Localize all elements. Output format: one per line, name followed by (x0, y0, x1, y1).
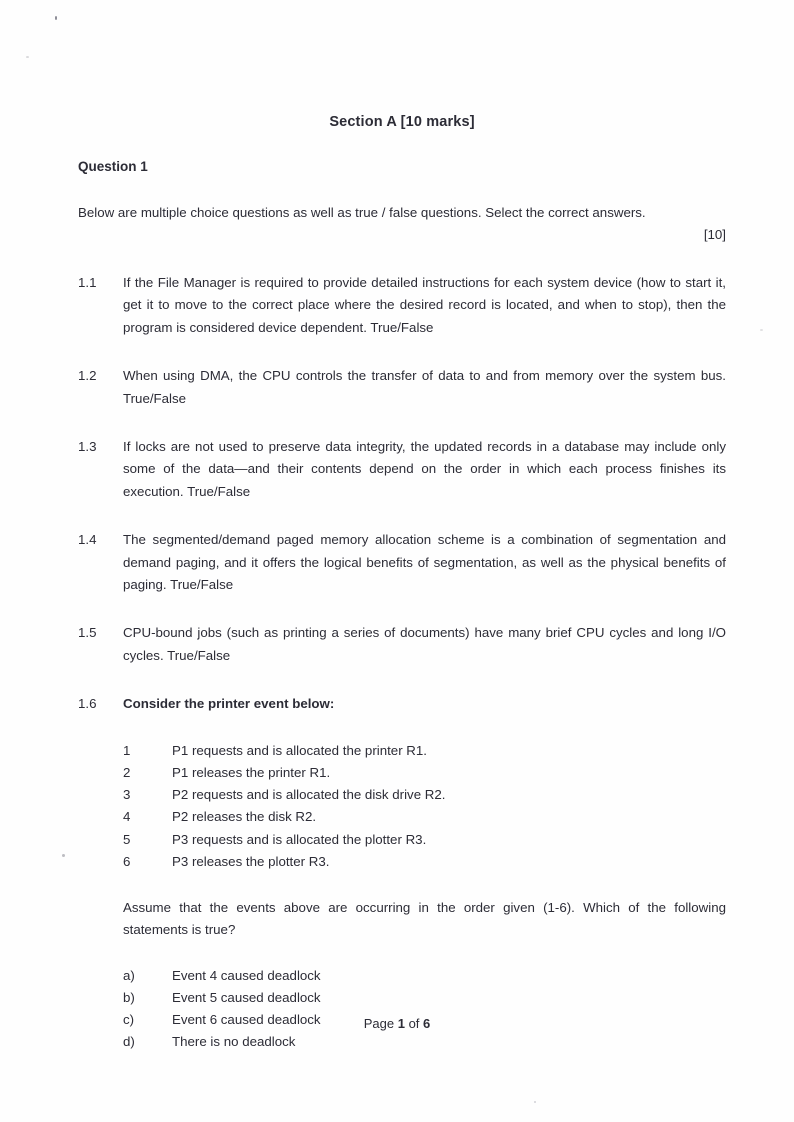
answer-option[interactable] (123, 965, 726, 987)
question-row (78, 622, 726, 667)
event-text: P1 releases the printer R1. (172, 764, 331, 780)
event-number: 5 (123, 831, 131, 847)
event-text: P3 releases the plotter R3. (172, 853, 330, 869)
question-number: 1.5 (78, 625, 97, 641)
question-text: When using DMA, the CPU controls the transfer of data to and from memory over the system bus. True/False (123, 368, 726, 406)
scan-speck (55, 16, 57, 20)
question-text: Consider the printer event below: (123, 696, 335, 712)
question-number: 1.6 (78, 696, 97, 712)
event-row (123, 829, 726, 851)
event-row (123, 740, 726, 762)
question-row (78, 365, 726, 410)
option-label: d) (123, 1034, 135, 1050)
event-number: 4 (123, 809, 131, 825)
question-number: 1.4 (78, 532, 97, 548)
footer-total-pages: 6 (423, 1016, 431, 1031)
event-text: P2 releases the disk R2. (172, 809, 317, 825)
event-text: P3 requests and is allocated the plotter R3. (172, 831, 427, 847)
question-text: The segmented/demand paged memory allocation scheme is a combination of segmentation and demand paging, and it offers the logical benefits of segmentation, as well as the physical benefits of paging. True/False (123, 532, 726, 593)
event-number: 2 (123, 764, 131, 780)
question-row (78, 272, 726, 339)
option-text: Event 5 caused deadlock (172, 989, 321, 1005)
section-title: Section A [10 marks] (329, 114, 475, 130)
footer-middle: of (404, 1016, 424, 1031)
questions-list (78, 272, 726, 716)
scan-speck (26, 56, 29, 58)
question-number: 1.2 (78, 368, 97, 384)
option-text: Event 6 caused deadlock (172, 1012, 321, 1028)
question-heading: Question 1 (78, 159, 148, 174)
option-label: b) (123, 989, 135, 1005)
instructions-marks: [10] (703, 227, 726, 242)
answer-option[interactable] (123, 1031, 726, 1053)
question-text: If the File Manager is required to provide detailed instructions for each system device (how to start it, get it to move to the correct place where the desired record is located, and when to stop), then the program is considered device dependent. True/False (123, 275, 726, 335)
event-row (123, 806, 726, 828)
instructions-paragraph: Below are multiple choice questions as well as true / false questions. Select the correct answers. (78, 205, 646, 220)
assume-paragraph: Assume that the events above are occurring in the order given (1-6). Which of the following statements is true? (123, 899, 726, 938)
option-text: There is no deadlock (172, 1034, 296, 1050)
question-number: 1.3 (78, 439, 97, 455)
footer-prefix: Page (363, 1016, 398, 1031)
scan-speck (534, 1101, 536, 1103)
question-text: If locks are not used to preserve data integrity, the updated records in a database may include only some of the data—and their contents depend on the order in which each process finishes its execution. True/False (123, 439, 726, 499)
answer-option[interactable] (123, 987, 726, 1009)
option-label: a) (123, 967, 135, 983)
page-content (78, 0, 726, 1054)
question-row (78, 693, 726, 715)
option-text: Event 4 caused deadlock (172, 967, 321, 983)
event-row (123, 762, 726, 784)
footer-page-number: 1 (397, 1016, 405, 1031)
event-text: P2 requests and is allocated the disk drive R2. (172, 787, 446, 803)
event-list (78, 740, 726, 873)
event-number: 6 (123, 853, 131, 869)
page-footer (0, 1016, 794, 1031)
question-number: 1.1 (78, 275, 97, 290)
scan-speck (760, 329, 763, 331)
answer-options-list (78, 965, 726, 1054)
question-row (78, 529, 726, 596)
scan-speck (62, 854, 65, 857)
option-label: c) (123, 1012, 135, 1028)
event-number: 3 (123, 787, 131, 803)
question-row (78, 436, 726, 503)
event-number: 1 (123, 742, 131, 758)
event-text: P1 requests and is allocated the printer R1. (172, 742, 428, 758)
question-text: CPU-bound jobs (such as printing a series of documents) have many brief CPU cycles and long I/O cycles. True/False (123, 625, 726, 663)
event-row (123, 851, 726, 873)
event-row (123, 784, 726, 806)
